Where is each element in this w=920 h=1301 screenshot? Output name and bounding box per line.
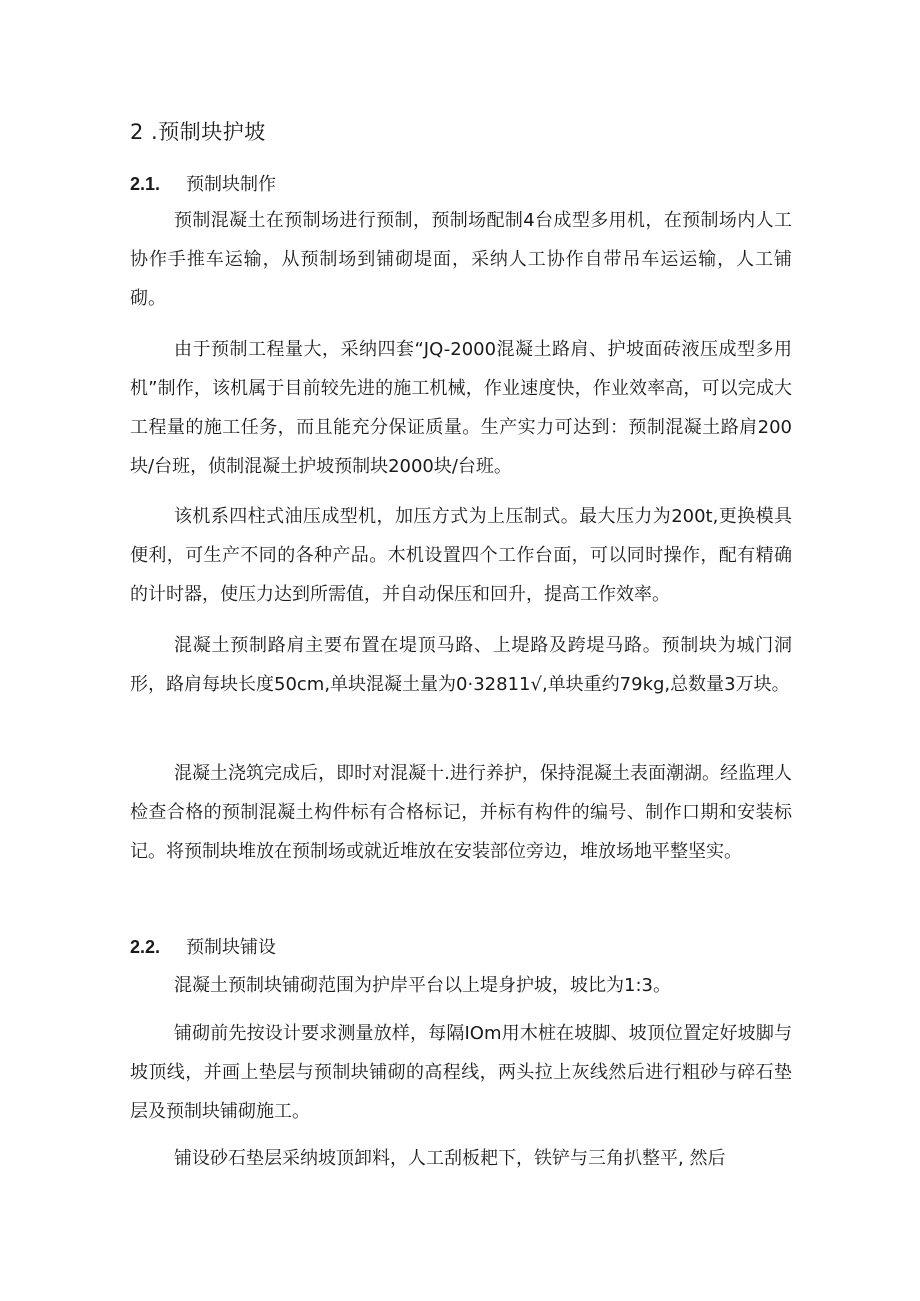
subsection-heading-2-2 — [130, 933, 276, 959]
subsection-title: 预制块铺设 — [186, 937, 276, 958]
paragraph: 铺砌前先按设计要求测量放样，每隔IOm用木桩在坡脚、坡顶位置定好坡脚与坡顶线，并画上垫层与预制块铺砌的高程线，两头拉上灰线然后进行粗砂与碎石垫层及预制块铺砌施工。 — [130, 1023, 792, 1122]
paragraph: 由于预制工程量大，采纳四套“JQ-2000混凝土路肩、护坡面砖液压成型多用机”制作，该机属于目前较先进的施工机械，作业速度快，作业效率高，可以完成大工程量的施工任务，而且能充分保证质量。生产实力可达到：预制混凝土路肩200块/台班，侦制混凝土护坡预制块2000块/台班。 — [130, 339, 792, 477]
paragraph: 混凝土浇筑完成后，即时对混凝十.进行养护，保持混凝土表面潮湖。经监理人检查合格的预制混凝土构件标有合格标记，并标有构件的编号、制作口期和安装标记。将预制块堆放在预制场或就近堆放在安装部位旁边，堆放场地平整坚实。 — [130, 763, 792, 862]
subsection-title: 预制块制作 — [186, 174, 276, 195]
paragraph: 该机系四柱式油压成型机，加压方式为上压制式。最大压力为200t,更换模具便利，可生产不同的各种产品。木机设置四个工作台面，可以同时操作，配有精确的计时器，使压力达到所需值，并自动保压和回升，提高工作效率。 — [130, 506, 792, 605]
subsection-number: 2.2. — [130, 937, 161, 957]
section-heading: 2 .预制块护坡 — [130, 120, 266, 144]
paragraph: 混凝土预制路肩主要布置在堤顶马路、上堤路及跨堤马路。预制块为城门洞形，路肩每块长度50cm,单块混凝土量为0·32811√,单块重约79kg,总数量3万块。 — [130, 635, 792, 695]
paragraph: 预制混凝土在预制场进行预制，预制场配制4台成型多用机，在预制场内人工协作手推车运输，从预制场到铺砌堤面，采纳人工协作自带吊车运运输，人工铺砌。 — [130, 210, 792, 309]
subsection-heading-2-1 — [130, 170, 276, 196]
paragraph: 混凝土预制块铺砌范围为护岸平台以上堤身护坡，坡比为1:3。 — [174, 975, 671, 996]
paragraph: 铺设砂石垫层采纳坡顶卸料，人工刮板耙下，铁铲与三角扒整平, 然后 — [174, 1148, 726, 1169]
subsection-number: 2.1. — [130, 174, 161, 194]
